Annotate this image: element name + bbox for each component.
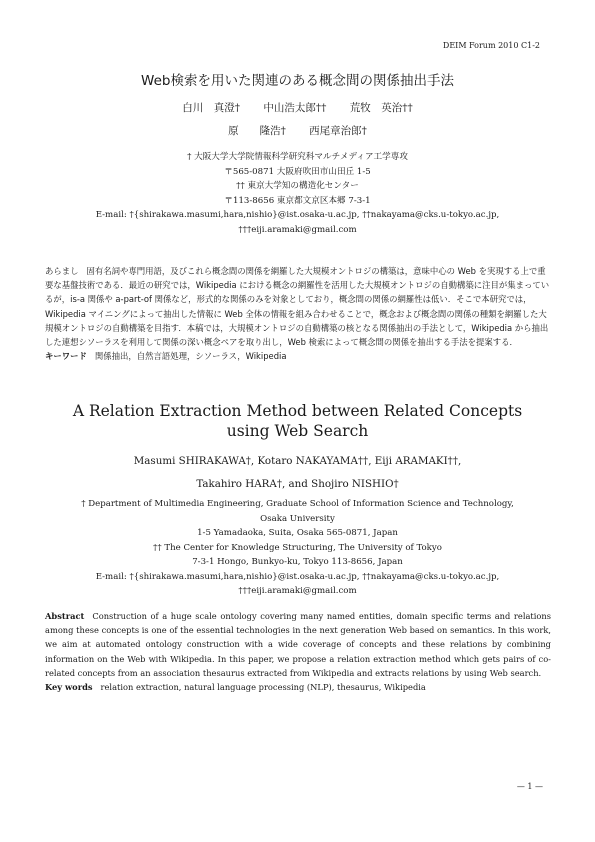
- affiliation-line: † 大阪大学大学院情報科学研究科マルチメディア工学専攻: [187, 152, 408, 162]
- english-abstract-text: Construction of a huge scale ontology covering many named entities, domain specific terms and relations among these concepts is one of the essential technologies in the next generation Web based on semantics. In this work, we aim at automated ontology construction with a wide coverage of concepts and these relations by combining information on the Web with Wikipedia. In this paper, we propose a relation extraction method which gets pairs of co-related concepts from an association thesaurus extracted from Wikipedia and extracts relations by using Web search.: [45, 611, 551, 678]
- email-line: E-mail: †{shirakawa.masumi,hara,nishio}@ist.osaka-u.ac.jp, ††nakayama@cks.u-tokyo.ac.jp,: [95, 210, 500, 220]
- affiliation-line: † Department of Multimedia Engineering, Graduate School of Information Science and Technology,: [81, 499, 514, 509]
- author-name: 白川 真澄†: [182, 102, 241, 114]
- japanese-affiliations: [0, 150, 595, 237]
- author-name: 西尾章治郎†: [309, 125, 367, 137]
- page-number: — 1 —: [516, 782, 543, 791]
- english-abstract-paragraph: [45, 609, 551, 680]
- japanese-authors-line1: [0, 100, 595, 115]
- english-authors-line: Takahiro HARA†, and Shojiro NISHIO†: [196, 478, 399, 490]
- english-keywords-text: relation extraction, natural language processing (NLP), thesaurus, Wikipedia: [100, 682, 426, 693]
- english-keywords: [45, 680, 551, 694]
- affiliation-line: †† The Center for Knowledge Structuring, The University of Tokyo: [153, 542, 442, 553]
- japanese-abstract-label: あらまし: [45, 266, 79, 276]
- email-line: †††eiji.aramaki@gmail.com: [238, 224, 357, 235]
- author-name: 荒牧 英治††: [349, 102, 413, 114]
- japanese-abstract-text: 固有名詞や専門用語，及びこれら概念間の関係を網羅した大規模オントロジの構築は，意味中心の Web を実現する上で重要な基盤技術である．最近の研究では，Wikipedia における概念の網羅性を活用した大規模オントロジの自動構築に注目が集まっているが，is-a 関係や a-part-of 関係など，形式的な関係のみを対象としており，概念間の関係の網羅性は低い．そこで本研究では，Wikipedia マイニングによって抽出した情報に Web 全体の情報を組み合わせることで，概念および概念間の関係の種類を網羅した大規模オントロジの自動構築を目指す．本稿では，大規模オントロジの自動構築の核となる関係抽出の手法として，Wikipedia から抽出した連想シソーラスを利用して関係の深い概念ペアを取り出し，Web 検索によって概念間の関係を抽出する手法を提案する．: [45, 266, 550, 348]
- japanese-abstract: [45, 264, 551, 363]
- english-authors-line: Masumi SHIRAKAWA†, Kotaro NAKAYAMA††, Eiji ARAMAKI††,: [133, 455, 462, 467]
- english-title-line: A Relation Extraction Method between Related Concepts: [72, 402, 523, 420]
- english-affiliations: [0, 497, 595, 599]
- japanese-keywords-label: キーワード: [45, 351, 87, 362]
- affiliation-line: †† 東京大学知の構造化センター: [236, 181, 359, 191]
- conference-reference: DEIM Forum 2010 C1-2: [442, 41, 540, 50]
- japanese-authors-line2: [0, 123, 595, 138]
- japanese-keywords: [45, 349, 551, 363]
- email-line: E-mail: †{shirakawa.masumi,hara,nishio}@ist.osaka-u.ac.jp, ††nakayama@cks.u-tokyo.ac.jp,: [95, 571, 500, 582]
- affiliation-line: 7-3-1 Hongo, Bunkyo-ku, Tokyo 113-8656, Japan: [192, 557, 403, 567]
- email-line: †††eiji.aramaki@gmail.com: [238, 586, 357, 596]
- english-title-line: using Web Search: [226, 422, 369, 440]
- affiliation-line: 1-5 Yamadaoka, Suita, Osaka 565-0871, Japan: [197, 528, 398, 538]
- japanese-title: Web検索を用いた関連のある概念間の関係抽出手法: [141, 73, 454, 89]
- japanese-abstract-paragraph: [45, 264, 551, 349]
- affiliation-line: 〒113-8656 東京都文京区本郷 7-3-1: [224, 195, 371, 206]
- english-abstract: [45, 609, 551, 694]
- affiliation-line: 〒565-0871 大阪府吹田市山田丘 1-5: [224, 166, 371, 177]
- japanese-keywords-text: 関係抽出，自然言語処理，シソーラス，Wikipedia: [94, 351, 287, 362]
- english-authors: [0, 450, 595, 496]
- author-name: 中山浩太郎††: [263, 102, 327, 114]
- author-name: 原 隆浩†: [228, 125, 286, 137]
- english-abstract-label: Abstract: [45, 611, 85, 621]
- english-keywords-label: Key words: [45, 682, 93, 693]
- english-title: [0, 401, 595, 441]
- affiliation-line: Osaka University: [260, 513, 335, 524]
